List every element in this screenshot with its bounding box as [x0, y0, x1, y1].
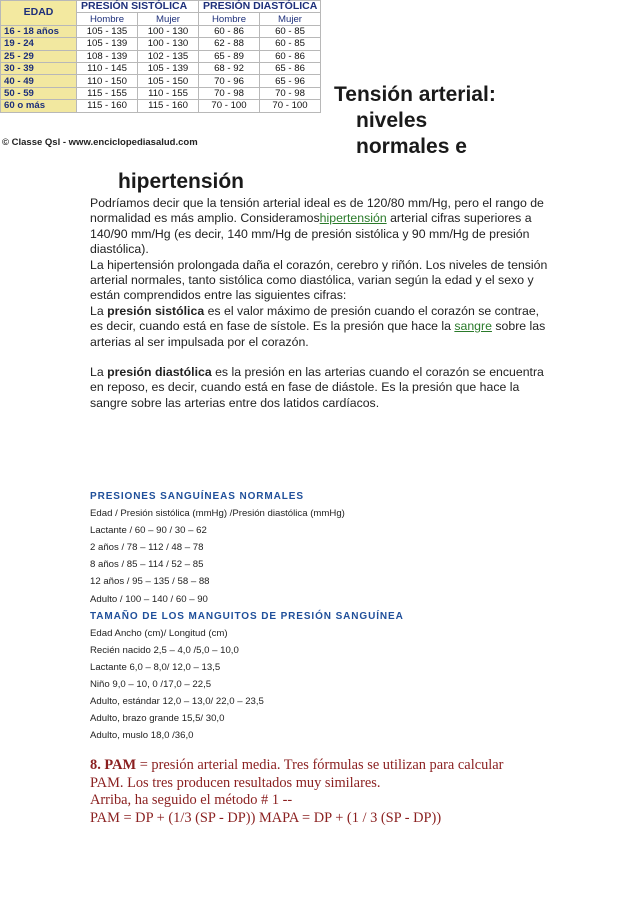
list-item: Adulto, estándar 12,0 – 13,0/ 22,0 – 23,5	[90, 696, 264, 708]
list-item: Lactante 6,0 – 8,0/ 12,0 – 13,5	[90, 661, 221, 673]
age-header: EDAD	[1, 1, 77, 26]
normal-pressures-heading: PRESIONES SANGUÍNEAS NORMALES	[90, 491, 304, 502]
age-cell: 60 o más	[1, 100, 77, 112]
value-cell: 62 - 88	[199, 38, 260, 50]
list-item: Recién nacido 2,5 – 4,0 /5,0 – 10,0	[90, 644, 239, 656]
value-cell: 105 - 135	[77, 25, 138, 37]
value-cell: 65 - 89	[199, 50, 260, 62]
value-cell: 100 - 130	[138, 38, 199, 50]
list-item: Edad / Presión sistólica (mmHg) /Presión diastólica (mmHg)	[90, 508, 345, 520]
list-item: Adulto, brazo grande 15,5/ 30,0	[90, 713, 225, 725]
sub-header-diastolic-women: Mujer	[260, 13, 321, 25]
table-row	[1, 38, 321, 50]
list-item: Lactante / 60 – 90 / 30 – 62	[90, 525, 207, 537]
table-row	[1, 25, 321, 37]
value-cell: 110 - 150	[77, 75, 138, 87]
value-cell: 70 - 98	[260, 87, 321, 99]
pam-line-3: Arriba, ha seguido el método # 1 --	[90, 792, 293, 809]
list-item: Adulto, muslo 18,0 /36,0	[90, 730, 194, 742]
blood-pressure-table	[0, 0, 321, 113]
value-cell: 100 - 130	[138, 25, 199, 37]
list-item: Adulto / 100 – 140 / 60 – 90	[90, 593, 208, 605]
page-title-line-3: normales e	[356, 135, 467, 158]
table-row	[1, 62, 321, 74]
sub-header-systolic-men: Hombre	[77, 13, 138, 25]
page-title-line-2: niveles	[356, 109, 428, 132]
value-cell: 105 - 139	[77, 38, 138, 50]
pam-line-4: PAM = DP + (1/3 (SP - DP)) MAPA = DP + (1 / 3 (SP - DP))	[90, 809, 442, 826]
list-item: Edad Ancho (cm)/ Longitud (cm)	[90, 627, 228, 639]
value-cell: 65 - 86	[260, 62, 321, 74]
sub-header-systolic-women: Mujer	[138, 13, 199, 25]
paragraph-systolic: La presión sistólica es el valor máximo de presión cuando el corazón se contrae, es decir, cuando está en fase de sístole. Es la presión que hace la sangre sobre las arterias al ser impulsada por el corazón.	[90, 303, 546, 349]
article-body	[90, 196, 552, 411]
value-cell: 115 - 160	[138, 100, 199, 112]
value-cell: 70 - 100	[199, 100, 260, 112]
value-cell: 65 - 96	[260, 75, 321, 87]
diastolic-header: PRESIÓN DIASTÓLICA	[199, 1, 321, 13]
list-item: 8 años / 85 – 114 / 52 – 85	[90, 559, 204, 571]
table-row	[1, 87, 321, 99]
list-item: 12 años / 95 – 135 / 58 – 88	[90, 576, 210, 588]
sangre-link[interactable]: sangre	[454, 319, 492, 334]
value-cell: 70 - 100	[260, 100, 321, 112]
value-cell: 110 - 155	[138, 87, 199, 99]
paragraph-diastolic: La presión diastólica es la presión en las arterias cuando el corazón se encuentra en reposo, es decir, cuando está en fase de diástole. Es la presión que hace la sangre sobre las arterias entre dos latidos cardíacos.	[90, 365, 544, 410]
pam-line-2: PAM. Los tres producen resultados muy similares.	[90, 774, 381, 791]
page-title-line-1: Tensión arterial:	[334, 83, 496, 106]
age-cell: 40 - 49	[1, 75, 77, 87]
reference-lists	[90, 488, 560, 744]
table-row	[1, 75, 321, 87]
list-item: Niño 9,0 – 10, 0 /17,0 – 22,5	[90, 679, 212, 691]
value-cell: 108 - 139	[77, 50, 138, 62]
table-row	[1, 100, 321, 112]
value-cell: 60 - 86	[199, 25, 260, 37]
cuff-sizes-heading: TAMAÑO DE LOS MANGUITOS DE PRESIÓN SANGUÍNEA	[90, 610, 404, 622]
value-cell: 68 - 92	[199, 62, 260, 74]
value-cell: 60 - 85	[260, 38, 321, 50]
value-cell: 70 - 96	[199, 75, 260, 87]
image-credit: © Classe Qsl - www.enciclopediasalud.com	[2, 137, 198, 148]
value-cell: 60 - 85	[260, 25, 321, 37]
paragraph-intro: Podríamos decir que la tensión arterial ideal es de 120/80 mm/Hg, pero el rango de normalidad es más amplio. Consideramoshipertensión arterial cifras superiores a 140/90 mm/Hg (es decir, 140 mm/Hg de presión sistólica y 90 mm/Hg de presión diastólica).	[90, 196, 544, 257]
blood-pressure-table-image	[0, 0, 332, 152]
value-cell: 102 - 135	[138, 50, 199, 62]
age-cell: 25 - 29	[1, 50, 77, 62]
age-cell: 30 - 39	[1, 62, 77, 74]
value-cell: 60 - 86	[260, 50, 321, 62]
table-row	[1, 50, 321, 62]
paragraph-hypertension: La hipertensión prolongada daña el corazón, cerebro y riñón. Los niveles de tensión arterial normales, tanto sistólica como diastólica, varian según la edad y el sexo y están comprendidos entre las siguientes cifras:	[90, 257, 548, 303]
value-cell: 110 - 145	[77, 62, 138, 74]
hipertension-link[interactable]: hipertensión	[319, 211, 387, 226]
pam-line-1: 8. PAM = presión arterial media. Tres fórmulas se utilizan para calcular	[90, 757, 504, 773]
value-cell: 105 - 139	[138, 62, 199, 74]
age-cell: 19 - 24	[1, 38, 77, 50]
list-item: 2 años / 78 – 112 / 48 – 78	[90, 542, 204, 554]
value-cell: 105 - 150	[138, 75, 199, 87]
value-cell: 115 - 160	[77, 100, 138, 112]
age-cell: 50 - 59	[1, 87, 77, 99]
page-title-line-4: hipertensión	[118, 170, 245, 193]
sub-header-diastolic-men: Hombre	[199, 13, 260, 25]
age-cell: 16 - 18 años	[1, 25, 77, 37]
systolic-header: PRESIÓN SISTÓLICA	[77, 1, 199, 13]
value-cell: 70 - 98	[199, 87, 260, 99]
value-cell: 115 - 155	[77, 87, 138, 99]
pam-section	[90, 757, 570, 827]
